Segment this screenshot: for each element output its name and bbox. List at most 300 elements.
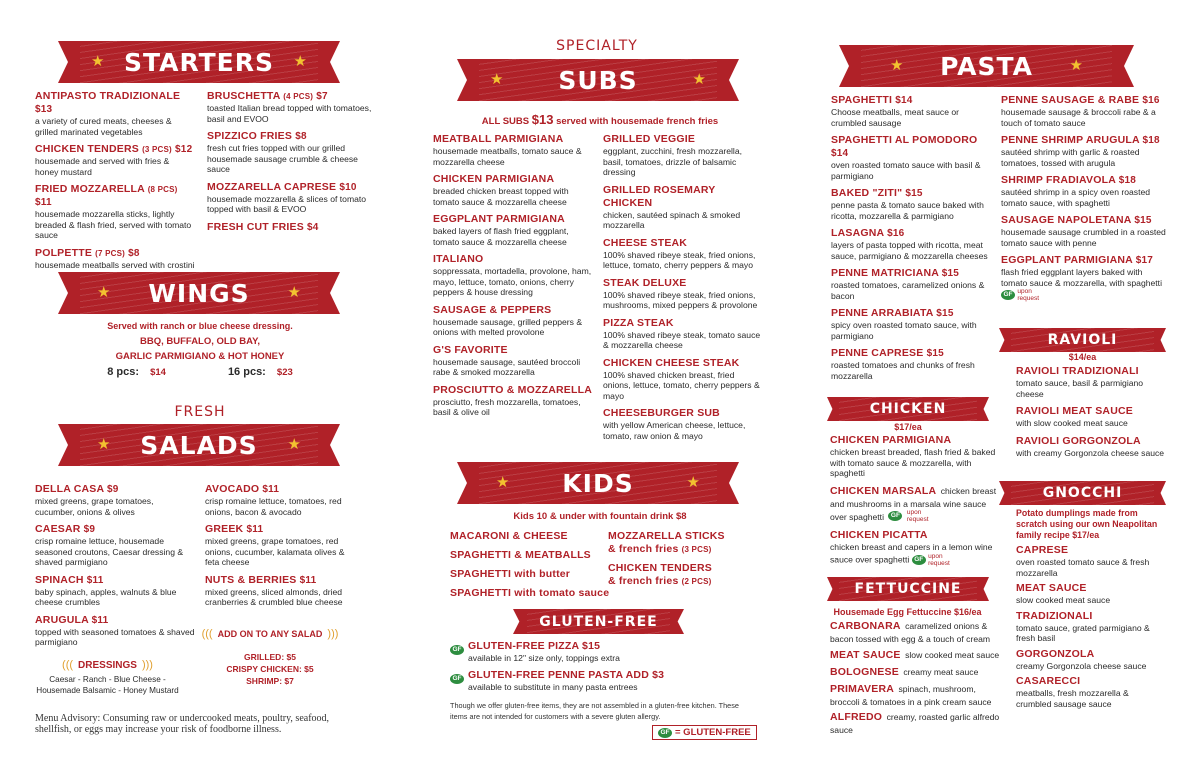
item-desc: available in 12" size only, toppings extra	[468, 653, 620, 663]
item-name: CHEESE STEAK	[603, 236, 688, 249]
menu-item	[35, 483, 195, 517]
ribbon-tail	[977, 577, 989, 601]
item-desc: tomato sauce, grated parmigiano & fresh basil	[1016, 622, 1150, 643]
menu-item	[207, 130, 372, 175]
gluten-free-banner	[526, 609, 671, 634]
section-title: PASTA	[940, 51, 1033, 81]
item-name: PENNE SAUSAGE & RABE	[1001, 94, 1140, 106]
item-desc: toasted Italian bread topped with tomatoes, basil and EVOO	[207, 103, 372, 124]
kids-banner	[478, 462, 718, 504]
menu-item	[35, 614, 195, 648]
subs-right	[603, 133, 763, 447]
ribbon-tail	[717, 462, 739, 504]
item-name: PIZZA STEAK	[603, 316, 674, 329]
price-value: $23	[276, 367, 293, 378]
ribbon-tail	[827, 577, 839, 601]
star-icon: ★	[97, 284, 111, 302]
menu-item	[433, 173, 593, 207]
gnocchi-banner	[1010, 481, 1155, 505]
ribbon-tail	[58, 272, 80, 314]
menu-item	[603, 277, 763, 311]
item-desc: 100% shaved ribeye steak, fried onions, lettuce, tomato, cherry peppers & mayo	[603, 249, 756, 270]
item-extra: & french fries	[608, 575, 679, 587]
item-desc: Choose meatballs, meat sauce or crumbled sausage	[831, 107, 960, 128]
gf-legend-text: = GLUTEN-FREE	[675, 727, 751, 738]
menu-item	[603, 357, 763, 402]
item-price: $18	[1142, 135, 1160, 146]
ribbon-tail	[717, 59, 739, 101]
item-desc: chicken, sautéed spinach & smoked mozzarella	[603, 209, 741, 230]
ribbon-tail	[318, 424, 340, 466]
menu-item	[35, 247, 195, 271]
item-name: PRIMAVERA	[830, 682, 895, 695]
menu-item	[35, 523, 195, 568]
section-title: KIDS	[562, 468, 634, 498]
menu-item	[433, 384, 593, 418]
item-name: CHEESEBURGER SUB	[603, 407, 720, 419]
menu-item	[831, 94, 991, 128]
item-name: CAPRESE	[1016, 544, 1069, 556]
item-name: CHICKEN PARMIGIANA	[433, 173, 555, 185]
menu-item	[830, 485, 1000, 524]
price-label: 16 pcs:	[227, 366, 266, 378]
item-name: GLUTEN-FREE PENNE PASTA ADD $3	[468, 668, 665, 681]
item-price: $15	[936, 308, 954, 319]
item-price: $9	[107, 484, 119, 495]
star-icon: ★	[293, 53, 307, 71]
item-name: AVOCADO	[205, 483, 260, 495]
gnocchi-items	[1016, 508, 1166, 713]
menu-item	[831, 267, 991, 301]
item-name: RAVIOLI TRADIZIONALI	[1016, 365, 1139, 377]
item-name: BOLOGNESE	[830, 665, 899, 678]
item-desc: chicken breast and capers in a lemon wine sauce over spaghetti	[830, 542, 993, 564]
ribbon-tail	[670, 609, 684, 634]
menu-item	[603, 184, 763, 231]
item-price: $8	[295, 131, 307, 142]
star-icon: ★	[686, 474, 700, 492]
salads-banner	[79, 424, 319, 466]
menu-item	[207, 221, 372, 234]
all-subs-line	[430, 112, 770, 127]
item-name: CHICKEN PARMIGIANA	[830, 434, 952, 446]
addon-title-row	[200, 628, 340, 640]
item-desc: slow cooked meat sauce	[905, 649, 1000, 660]
wings-served: Served with ranch or blue cheese dressing.	[107, 321, 293, 331]
item-name: CHICKEN MARSALA	[830, 484, 937, 497]
item-name: SPAGHETTI	[831, 94, 893, 106]
price-label: 8 pcs:	[107, 366, 140, 378]
item-desc: eggplant, zucchini, fresh mozzarella, basil, tomatoes, drizzle of balsamic dressing	[603, 146, 743, 177]
item-name: CHICKEN PICATTA	[830, 529, 928, 541]
item-desc: sautéed shrimp in a spicy oven roasted tomato sauce, with spaghetti	[1001, 187, 1151, 208]
item-size: (7 PCS)	[95, 248, 126, 258]
item-extra: with butter	[514, 568, 571, 580]
fettuccine-subtitle: Housemade Egg Fettuccine $16/ea	[833, 607, 982, 617]
item-price: $16	[887, 228, 905, 239]
wings-info	[60, 321, 340, 378]
menu-item	[205, 483, 360, 517]
item-price: $11	[246, 524, 264, 535]
ribbon-tail	[513, 609, 527, 634]
menu-item	[1001, 214, 1166, 248]
item-desc: oven roasted tomato sauce with basil & parmigiano	[831, 160, 981, 181]
item-name: GRILLED VEGGIE	[603, 133, 696, 145]
section-title: WINGS	[148, 278, 250, 308]
menu-item	[830, 649, 1005, 662]
item-desc: crisp romaine lettuce, tomatoes, red onions, bacon & avocado	[205, 496, 342, 517]
section-prefix: SPECIALTY	[556, 38, 638, 54]
item-desc: breaded chicken breast topped with tomato sauce & mozzarella cheese	[433, 186, 569, 207]
ribbon-tail	[839, 45, 861, 87]
item-price: $15	[905, 188, 923, 199]
chicken-banner	[838, 397, 978, 421]
kids-item	[450, 587, 610, 600]
item-desc: meatballs, fresh mozzarella & crumbled sausage sauce	[1016, 688, 1129, 709]
section-title: FETTUCCINE	[854, 581, 962, 597]
kids-item: CHICKEN TENDERS	[608, 562, 712, 574]
addon-item: CRISPY CHICKEN: $5	[226, 664, 314, 674]
starters-right	[207, 90, 372, 240]
item-name: RAVIOLI GORGONZOLA	[1016, 434, 1141, 447]
item-name: SPAGHETTI AL POMODORO	[831, 134, 978, 146]
section-title: SUBS	[558, 65, 638, 95]
item-name: MOZZARELLA CAPRESE	[207, 180, 337, 193]
item-name: SHRIMP FRADIAVOLA	[1001, 174, 1116, 186]
star-icon: ★	[91, 53, 105, 71]
menu-item	[1016, 675, 1166, 709]
kids-item	[608, 543, 768, 556]
item-desc: flash fried eggplant layers baked with tomato sauce & mozzarella, with spaghetti	[1001, 267, 1162, 288]
item-desc: prosciutto, fresh mozzarella, tomatoes, basil & olive oil	[433, 396, 581, 417]
item-desc: housemade sausage, sautéed broccoli rabe & smoked mozzarella	[433, 356, 581, 377]
chicken-items	[830, 434, 1000, 573]
item-desc: housemade sausage & broccoli rabe & a touch of tomato sauce	[1001, 107, 1156, 128]
item-desc: fresh cut fries topped with our grilled housemade sausage crumble & cheese sauce	[207, 143, 358, 174]
menu-item	[1016, 582, 1166, 606]
item-name: CARBONARA	[830, 620, 901, 632]
dressings-list: Caesar - Ranch - Blue Cheese - Housemade Balsamic - Honey Mustard	[36, 675, 179, 695]
starters-banner	[79, 41, 319, 83]
addon-item: GRILLED: $5	[244, 652, 296, 662]
item-name: FRIED MOZZARELLA	[35, 183, 145, 195]
item-desc: layers of pasta topped with ricotta, meat sauce, parmigiano & mozzarella cheeses	[831, 240, 988, 261]
gf-badge-icon: GF	[912, 555, 926, 565]
star-icon: ★	[287, 284, 301, 302]
ribbon-tail	[1154, 328, 1166, 352]
item-price: $15	[1134, 215, 1152, 226]
item-name: ALFREDO	[830, 711, 883, 723]
salad-addons	[200, 628, 340, 686]
gf-item	[450, 640, 770, 664]
all-subs-price: $13	[531, 112, 554, 127]
gnocchi-intro: Potato dumplings made from scratch using our own Neapolitan family recipe $17/ea	[1016, 508, 1158, 540]
item-desc: topped with seasoned tomatoes & shaved parmigiano	[35, 626, 195, 647]
ribbon-tail	[1154, 481, 1166, 505]
menu-item	[433, 344, 593, 378]
wings-flavors: BBQ, BUFFALO, OLD BAY,	[140, 336, 260, 347]
ribbon-tail	[977, 397, 989, 421]
gluten-free-note: Though we offer gluten-free items, they are not assembled in a gluten-free kitchen. These items are not intended for customers with a severe gluten allergy.	[450, 701, 739, 721]
menu-item	[1016, 544, 1166, 578]
item-desc: with creamy Gorgonzola cheese sauce	[1016, 447, 1165, 458]
star-icon: ★	[287, 436, 301, 454]
ribbon-tail	[457, 462, 479, 504]
menu-item	[603, 407, 763, 441]
item-name: PENNE SHRIMP ARUGULA	[1001, 134, 1140, 146]
item-desc: mixed greens, grape tomatoes, red onions, cucumber, kalamata olives & feta cheese	[205, 536, 345, 567]
dressings-title: DRESSINGS	[78, 659, 137, 671]
kids-item	[450, 568, 610, 581]
item-desc: creamy Gorgonzola cheese sauce	[1016, 660, 1147, 671]
item-desc: available to substitute in many pasta entrees	[468, 681, 638, 692]
salads-right	[205, 483, 360, 614]
menu-item	[831, 307, 991, 341]
item-desc: tomato sauce, basil & parmigiano cheese	[1016, 378, 1144, 399]
menu-item	[207, 90, 372, 124]
item-name: GRILLED ROSEMARY CHICKEN	[603, 183, 716, 209]
kids-right	[608, 530, 768, 588]
menu-item	[830, 711, 1005, 736]
section-title: GNOCCHI	[1042, 485, 1123, 501]
item-desc: mixed greens, grape tomatoes, cucumber, onions & olives	[35, 496, 154, 517]
item-price: $14	[895, 95, 913, 106]
menu-advisory: Menu Advisory: Consuming raw or undercooked meats, poultry, seafood, shellfish, or eggs may increase your risk of foodborne illness.	[35, 713, 330, 735]
menu-item	[831, 227, 991, 261]
section-title: SALADS	[140, 430, 258, 460]
gf-badge-icon: GF	[658, 728, 672, 738]
item-price: $10	[339, 181, 357, 193]
item-name: TRADIZIONALI	[1016, 609, 1093, 622]
addon-item: SHRIMP: $7	[246, 676, 294, 686]
item-desc: 100% shaved ribeye steak, fried onions, mushrooms, mixed peppers & provolone	[603, 289, 758, 310]
item-desc: chicken breast breaded, flash fried & baked with tomato sauce & mozzarella, with spaghetti	[830, 447, 996, 478]
pasta-right	[1001, 94, 1166, 308]
section-title: GLUTEN-FREE	[539, 613, 658, 630]
item-price: $12	[175, 144, 193, 155]
item-name: ARUGULA	[35, 613, 89, 626]
menu-item	[433, 253, 593, 298]
item-extra: & french fries	[608, 543, 679, 555]
fettuccine-items	[830, 620, 1005, 740]
star-icon: ★	[97, 436, 111, 454]
ribbon-tail	[58, 424, 80, 466]
item-desc: sautéed shrimp with garlic & roasted tomatoes, tossed with arugula	[1001, 147, 1140, 168]
item-desc: 100% shaved ribeye steak, tomato sauce & mozzarella cheese	[603, 329, 761, 350]
item-desc: roasted tomatoes, caramelized onions & bacon	[831, 280, 985, 301]
bracket-left-icon: (((	[62, 659, 74, 671]
gf-badge-icon: GF	[888, 511, 902, 521]
ribbon-tail	[827, 397, 839, 421]
item-desc: crisp romaine lettuce, housemade seasoned croutons, Caesar dressing & shaved parmigiano	[35, 536, 184, 567]
item-desc: housemade meatballs served with crostini	[35, 259, 195, 270]
item-desc: housemade sausage, grilled peppers & onions with melted provolone	[433, 316, 583, 337]
item-name: GREEK	[205, 523, 244, 535]
section-title: STARTERS	[124, 47, 274, 77]
item-desc: caramelized onions & bacon tossed with egg & a touch of cream	[830, 621, 991, 644]
kids-item	[608, 575, 768, 588]
item-desc: creamy meat sauce	[903, 666, 979, 677]
item-price: $11	[86, 574, 104, 586]
item-price: $11	[299, 574, 317, 586]
ribbon-tail	[58, 41, 80, 83]
item-price: $14	[831, 148, 849, 159]
menu-item	[1016, 610, 1166, 644]
ravioli-price: $14/ea	[1068, 352, 1097, 362]
starters-left	[35, 90, 195, 276]
item-name: CHICKEN CHEESE STEAK	[603, 356, 740, 369]
item-desc: mixed greens, sliced almonds, dried cranberries & crumbled blue cheese	[205, 586, 343, 607]
item-desc: spicy oven roasted tomato sauce, with parmigiano	[831, 320, 977, 341]
item-name: RAVIOLI MEAT SAUCE	[1016, 405, 1133, 417]
item-price: $17	[1135, 255, 1153, 266]
pasta-banner	[860, 45, 1113, 87]
star-icon: ★	[890, 57, 904, 75]
item-name: BRUSCHETTA	[207, 90, 281, 102]
menu-item	[1016, 405, 1166, 429]
menu-item	[1016, 435, 1166, 459]
ribbon-tail	[318, 272, 340, 314]
dressings	[30, 659, 185, 696]
item-name: MEAT SAUCE	[1016, 582, 1087, 594]
item-name: SPAGHETTI & MEATBALLS	[450, 549, 591, 561]
item-extra: with tomato sauce	[514, 587, 610, 599]
item-name: GLUTEN-FREE PIZZA $15	[468, 640, 601, 652]
item-price: $15	[926, 348, 944, 359]
star-icon: ★	[692, 71, 706, 89]
item-desc: housemade sausage crumbled in a roasted tomato sauce with penne	[1001, 227, 1166, 248]
menu-item	[205, 574, 360, 608]
menu-item	[603, 237, 763, 271]
item-price: $11	[91, 614, 109, 626]
item-name: EGGPLANT PARMIGIANA	[433, 213, 565, 225]
ribbon-tail	[457, 59, 479, 101]
item-desc: creamy, roasted garlic alfredo sauce	[830, 712, 1000, 735]
menu-item	[35, 143, 195, 177]
bracket-left-icon: (((	[201, 628, 213, 640]
item-name: MEATBALL PARMIGIANA	[433, 133, 564, 145]
item-desc: with yellow American cheese, lettuce, tomato, raw onion & mayo	[603, 420, 746, 441]
wings-prices	[60, 366, 340, 378]
item-name: GORGONZOLA	[1016, 647, 1095, 660]
item-size: (3 PCS)	[681, 545, 712, 554]
item-price: $7	[316, 91, 328, 102]
menu-item	[830, 529, 1000, 567]
menu-item	[831, 134, 991, 181]
kids-item	[450, 530, 610, 543]
item-price: $16	[1142, 95, 1160, 106]
dressings-title-row	[30, 659, 185, 671]
item-name: EGGPLANT PARMIGIANA	[1001, 254, 1133, 266]
item-desc: oven roasted tomato sauce & fresh mozzarella	[1016, 557, 1150, 578]
item-desc: baby spinach, apples, walnuts & blue cheese crumbles	[35, 586, 177, 607]
item-name: ITALIANO	[433, 253, 484, 265]
item-desc: housemade and served with fries & honey mustard	[35, 156, 170, 177]
item-name: MACARONI & CHEESE	[450, 530, 568, 542]
bracket-right-icon: )))	[327, 628, 339, 640]
item-name: SAUSAGE & PEPPERS	[433, 303, 552, 316]
item-name: MEAT SAUCE	[830, 648, 901, 661]
item-desc: chicken breast and mushrooms in a marsala wine sauce over spaghetti	[830, 485, 997, 523]
item-name: SPAGHETTI	[450, 587, 512, 599]
item-desc: roasted tomatoes and chunks of fresh mozzarella	[831, 360, 975, 381]
item-price: $11	[262, 484, 280, 495]
menu-item	[35, 574, 195, 608]
item-name: BAKED "ZITI"	[831, 187, 903, 199]
menu-item	[830, 683, 1005, 708]
item-desc: penne pasta & tomato sauce baked with ricotta, mozzarella & parmigiano	[831, 200, 984, 221]
menu-item	[1016, 648, 1166, 672]
chicken-price: $17/ea	[894, 422, 922, 432]
price-value: $14	[150, 367, 166, 378]
item-desc: slow cooked meat sauce	[1016, 595, 1111, 605]
menu-item	[603, 133, 763, 178]
kids-item	[450, 549, 610, 562]
gf-item	[450, 669, 770, 693]
item-size: (8 PCS)	[147, 185, 178, 194]
item-size: (2 PCS)	[681, 577, 712, 586]
menu-item	[830, 666, 1005, 679]
item-price: $9	[83, 524, 96, 535]
ravioli-banner	[1010, 328, 1155, 352]
item-price: $18	[1118, 175, 1137, 186]
menu-item	[433, 213, 593, 247]
kids-item: MOZZARELLA STICKS	[608, 530, 725, 542]
gf-legend	[652, 725, 757, 740]
menu-item	[1001, 134, 1166, 168]
menu-item	[830, 434, 1000, 479]
item-desc: with slow cooked meat sauce	[1016, 418, 1128, 428]
item-name: POLPETTE	[35, 246, 93, 259]
ribbon-tail	[999, 481, 1011, 505]
item-name: CAESAR	[35, 523, 81, 535]
ravioli-items	[1016, 365, 1166, 464]
item-name: STEAK DELUXE	[603, 276, 687, 289]
wings-flavors: GARLIC PARMIGIANO & HOT HONEY	[115, 351, 285, 362]
star-icon: ★	[1069, 57, 1083, 75]
item-name: SPINACH	[35, 573, 84, 586]
item-price: $8	[128, 247, 140, 259]
menu-item	[603, 317, 763, 351]
fettuccine-banner	[838, 577, 978, 601]
subs-banner	[478, 59, 718, 101]
gf-badge-icon: GF	[1001, 290, 1015, 300]
menu-item	[433, 304, 593, 338]
item-desc: housemade mozzarella sticks, lightly breaded & flash fried, served with tomato sauce	[35, 209, 192, 240]
menu-item	[35, 90, 195, 137]
item-name: DELLA CASA	[35, 483, 104, 495]
item-desc: spinach, mushroom, broccoli & tomatoes in a pink cream sauce	[830, 683, 992, 707]
item-size: (4 PCS)	[283, 92, 314, 101]
menu-item	[1001, 94, 1166, 128]
menu-item	[1016, 365, 1166, 399]
menu-item	[831, 187, 991, 221]
item-price: $4	[307, 221, 319, 233]
salads-left	[35, 483, 195, 654]
upon-request: upon request	[906, 509, 929, 523]
kids-subtitle: Kids 10 & under with fountain drink $8	[513, 511, 687, 522]
item-name: PROSCIUTTO & MOZZARELLA	[433, 383, 592, 396]
menu-item	[831, 347, 991, 381]
section-prefix: FRESH	[174, 404, 226, 420]
item-name: SPIZZICO FRIES	[207, 130, 293, 142]
item-name: PENNE ARRABIATA	[831, 307, 934, 319]
menu-item	[207, 181, 372, 215]
star-icon: ★	[490, 71, 504, 89]
item-price: $15	[941, 268, 960, 279]
gf-badge-icon: GF	[450, 645, 464, 655]
section-title: RAVIOLI	[1047, 332, 1118, 348]
